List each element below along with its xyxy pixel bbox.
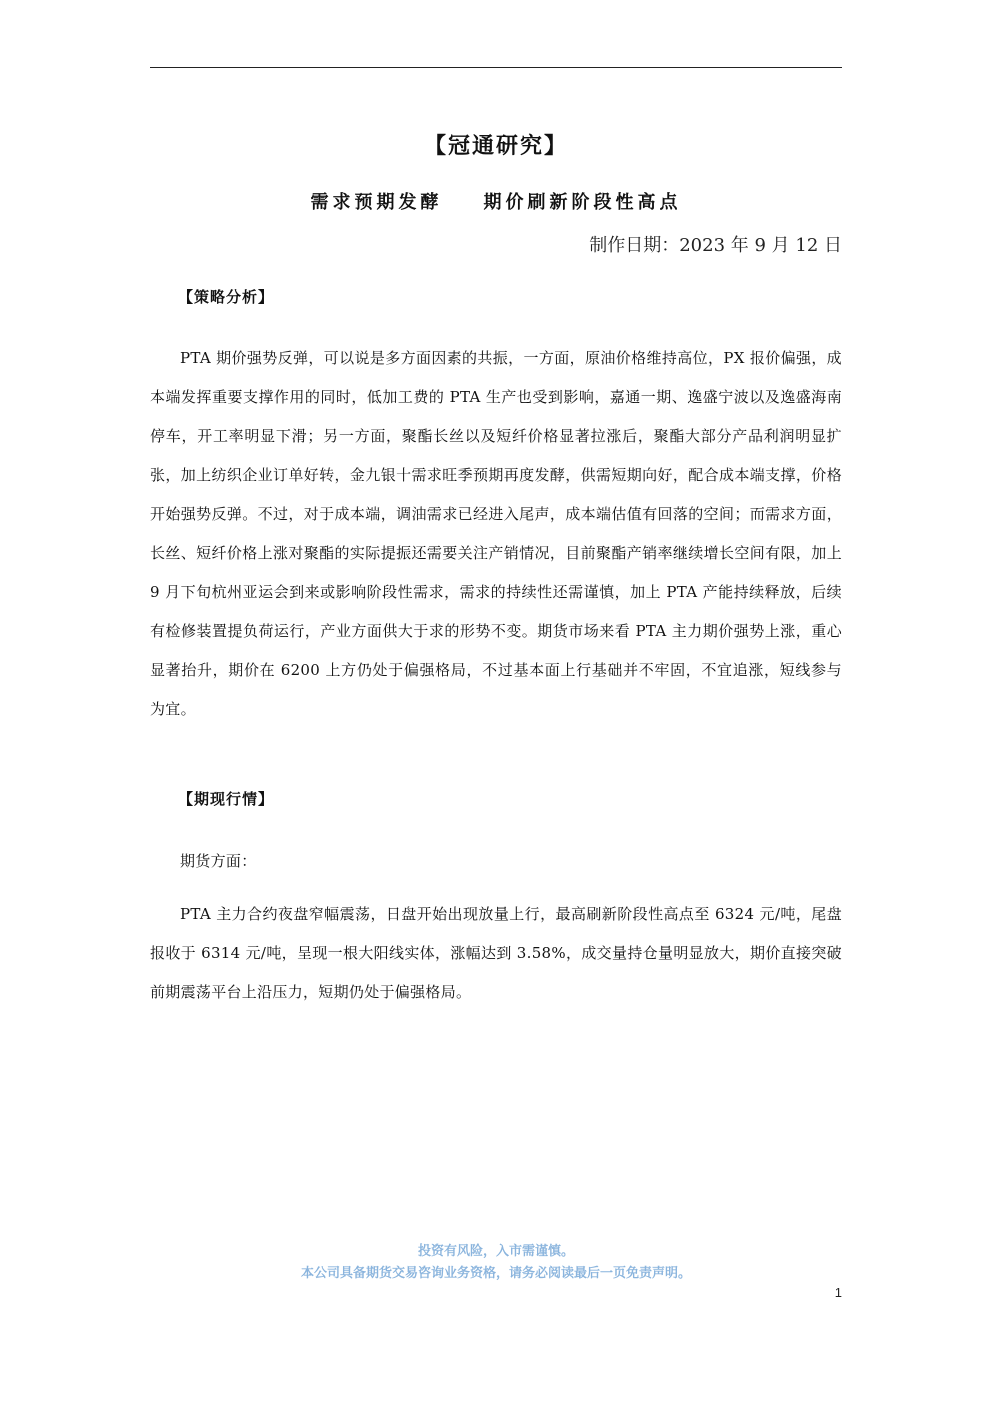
report-headline: 需求预期发酵 期价刷新阶段性高点 [310, 192, 682, 213]
strategy-heading: 【策略分析】 [178, 288, 275, 306]
header-rule [150, 67, 842, 68]
futures-paragraph: PTA 主力合约夜盘窄幅震荡，日盘开始出现放量上行，最高刷新阶段性高点至 6324 元/吨，尾盘报收于 6314 元/吨，呈现一根大阳线实体，涨幅达到 3.58%，成交量持仓量明显放大，期价直接突破前期震荡平台上沿压力，短期仍处于偏强格局。 [150, 905, 842, 1001]
org-title: 【冠通研究】 [423, 133, 568, 159]
report-date: 制作日期：2023 年 9 月 12 日 [589, 235, 842, 256]
futures-subheading: 期货方面： [180, 852, 257, 870]
disclaimer-notice: 本公司具备期货交易咨询业务资格，请务必阅读最后一页免责声明。 [300, 1266, 691, 1281]
market-heading: 【期现行情】 [178, 790, 275, 808]
strategy-paragraph: PTA 期价强势反弹，可以说是多方面因素的共振，一方面，原油价格维持高位，PX 报价偏强，成本端发挥重要支撑作用的同时，低加工费的 PTA 生产也受到影响，嘉通一期、逸盛宁波以及逸盛海南停车，开工率明显下滑；另一方面，聚酯长丝以及短纤价格显著拉涨后，聚酯大部分产品利润明显扩张，加上纺织企业订单好转，金九银十需求旺季预期再度发酵，供需短期向好，配合成本端支撑，价格开始强势反弹。不过，对于成本端，调油需求已经进入尾声，成本端估值有回落的空间；而需求方面，长丝、短纤价格上涨对聚酯的实际提振还需要关注产销情况，目前聚酯产销率继续增长空间有限，加上 9 月下旬杭州亚运会到来或影响阶段性需求，需求的持续性还需谨慎，加上 PTA 产能持续释放，后续有检修装置提负荷运行，产业方面供大于求的形势不变。期货市场来看 PTA 主力期价强势上涨，重心显著抬升，期价在 6200 上方仍处于偏强格局，不过基本面上行基础并不牢固，不宜追涨，短线参与为宜。 [150, 349, 842, 718]
page-number: 1 [834, 1285, 842, 1300]
risk-warning: 投资有风险，入市需谨慎。 [417, 1244, 574, 1259]
